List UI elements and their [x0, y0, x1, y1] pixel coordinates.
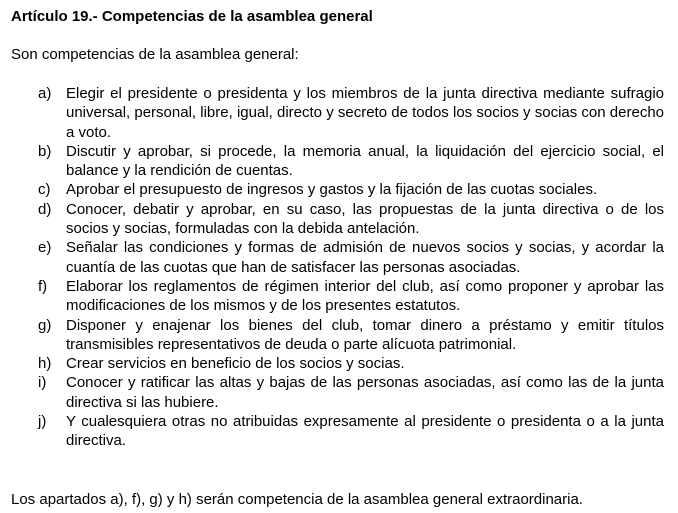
competencies-list [38, 84, 664, 451]
list-item-text: Elegir el presidente o presidenta y los miembros de la junta directiva mediante sufragio universal, personal, libre, igual, directo y secreto de todos los socios y socias con derecho a voto. [66, 85, 664, 141]
list-marker: i) [38, 374, 47, 392]
list-item [38, 180, 664, 199]
list-item [38, 200, 664, 239]
list-marker: g) [38, 316, 52, 334]
list-item-text: Crear servicios en beneficio de los socios y socias. [66, 355, 405, 373]
list-item-text: Señalar las condiciones y formas de admisión de nuevos socios y socias, y acordar la cuantía de las cuotas que han de satisfacer las personas asociadas. [66, 239, 664, 276]
list-marker: a) [38, 85, 52, 102]
list-item-text: Aprobar el presupuesto de ingresos y gastos y la fijación de las cuotas sociales. [66, 181, 598, 199]
list-item [38, 412, 664, 451]
list-item-text: Conocer, debatir y aprobar, en su caso, las propuestas de la junta directiva o de los socios y socias, formuladas con la debida antelación. [66, 200, 664, 238]
list-item-text: Disponer y enajenar los bienes del club, tomar dinero a préstamo y emitir títulos transmisibles representativos de deuda o parte alícuota patrimonial. [66, 316, 664, 353]
intro-paragraph: Son competencias de la asamblea general: [11, 46, 299, 63]
list-marker: h) [38, 355, 52, 373]
list-marker: e) [38, 239, 52, 257]
list-item [38, 373, 664, 412]
list-item-text: Elaborar los reglamentos de régimen interior del club, así como proponer y aprobar las modificaciones de los mismos y de los presentes estatutos. [66, 277, 664, 315]
list-item [38, 354, 664, 373]
article-title: Artículo 19.- Competencias de la asamblea general [11, 8, 373, 25]
list-item [38, 238, 664, 277]
list-item [38, 277, 664, 316]
list-marker: b) [38, 142, 52, 160]
list-marker: j) [38, 413, 47, 431]
list-item-text: Conocer y ratificar las altas y bajas de las personas asociadas, así como las de la junta directiva si las hubiere. [66, 374, 664, 411]
list-item-text: Discutir y aprobar, si procede, la memoria anual, la liquidación del ejercicio social, el balance y la rendición de cuentas. [66, 142, 664, 180]
list-marker: d) [38, 200, 52, 218]
list-item [38, 316, 664, 355]
list-marker: f) [38, 277, 48, 295]
list-item [38, 142, 664, 181]
list-item-text: Y cualesquiera otras no atribuidas expresamente al presidente o presidenta o a la junta directiva. [66, 413, 664, 450]
list-marker: c) [38, 181, 51, 199]
list-item [38, 84, 664, 142]
closing-paragraph: Los apartados a), f), g) y h) serán competencia de la asamblea general extraordinaria. [11, 491, 583, 508]
